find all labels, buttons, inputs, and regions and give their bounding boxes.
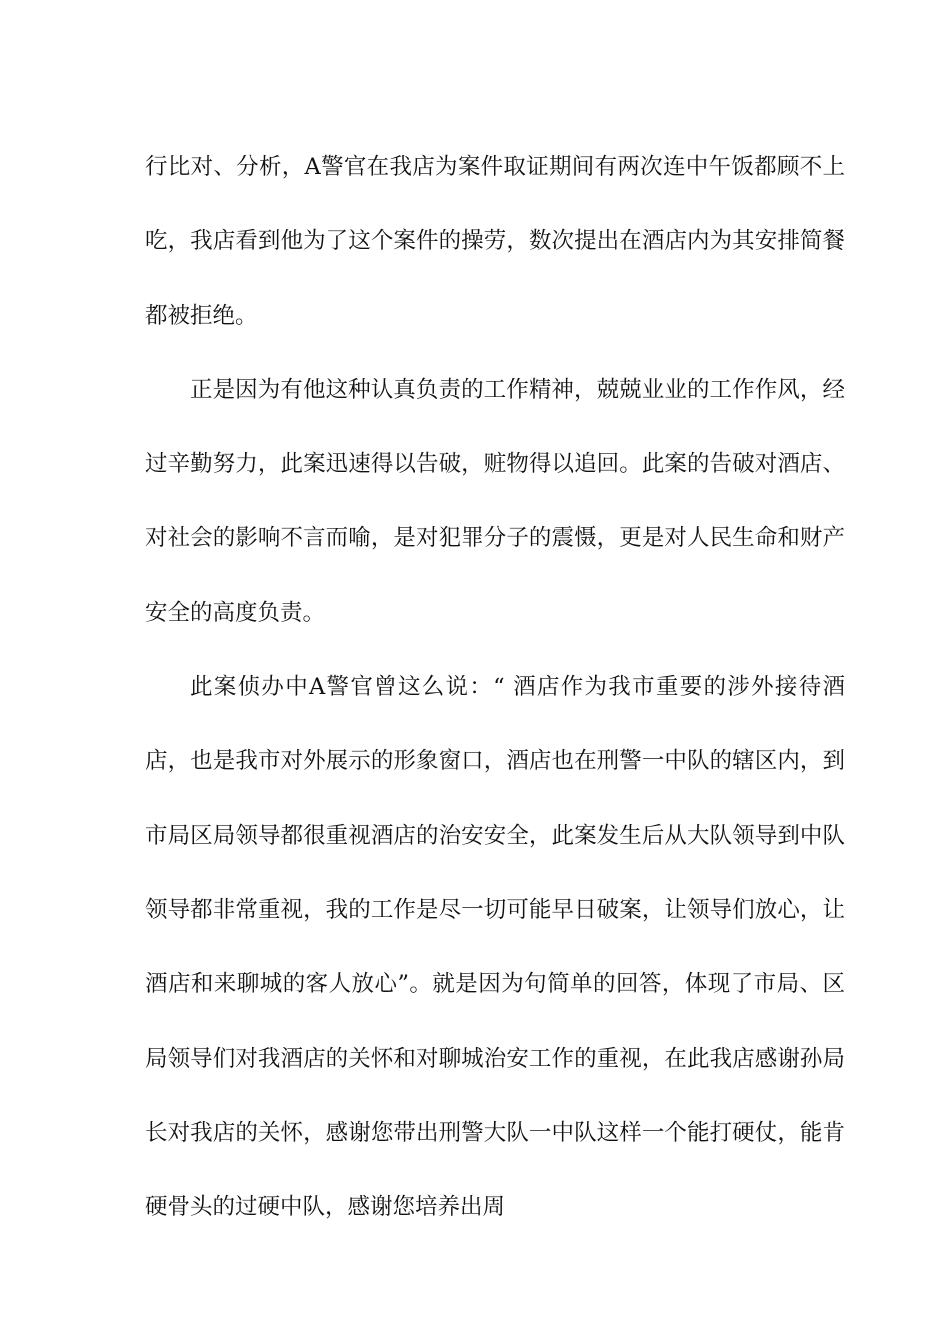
paragraph-2: 正是因为有他这种认真负责的工作精神，兢兢业业的工作作风，经过辛勤努力，此案迅速得以告破，赃物得以追回。此案的告破对酒店、对社会的影响不言而喻，是对犯罪分子的震慑，更是对人民生命和财产安全的高度负责。 — [145, 376, 845, 626]
paragraph-1: 行比对、分析，A警官在我店为案件取证期间有两次连中午饭都顾不上吃，我店看到他为了这个案件的操劳，数次提出在酒店内为其安排简餐都被拒绝。 — [145, 154, 845, 329]
body-text — [145, 130, 845, 1244]
paragraph-3: 此案侦办中A警官曾这么说：“ 酒店作为我市重要的涉外接待酒店，也是我市对外展示的形象窗口，酒店也在刑警一中队的辖区内，到市局区局领导都很重视酒店的治安安全，此案发生后从大队领导到中队领导都非常重视，我的工作是尽一切可能早日破案，让领导们放心，让酒店和来聊城的客人放心”。就是因为句简单的回答，体现了市局、区局领导们对我酒店的关怀和对聊城治安工作的重视，在此我店感谢孙局长对我店的关怀，感谢您带出刑警大队一中队这样一个能打硬仗，能肯硬骨头的过硬中队，感谢您培养出周 — [145, 674, 845, 1221]
